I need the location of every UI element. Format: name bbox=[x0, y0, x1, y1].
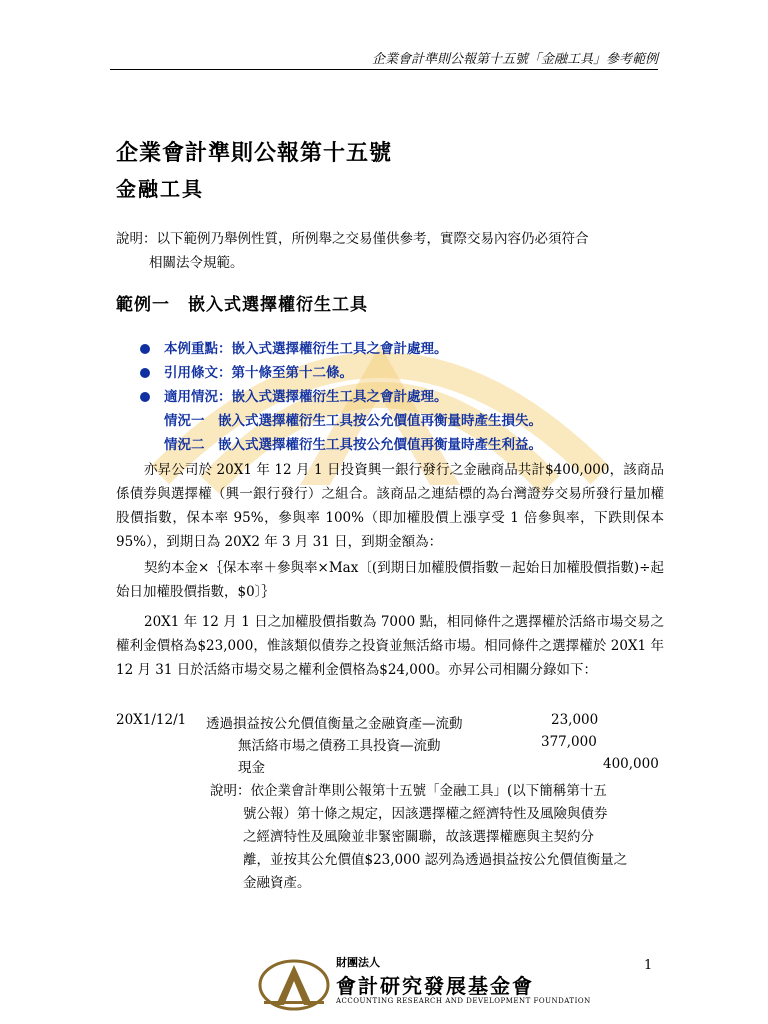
journal-credit: 400,000 bbox=[603, 756, 659, 772]
body-paragraph bbox=[116, 610, 664, 682]
paragraph-text: 亦昇公司於 20X1 年 12 月 1 日投資興一銀行發行之金融商品共計$400,000，該商品係債券與選擇權（興一銀行發行）之組合。該商品之連結標的為台灣證券交易所發行量加權股價指數，保本率 95%，參與率 100%（即加權股價上漲享受 1 倍參與率，下跌則保本 95%），到期日為 20X2 年 3 月 31 日，到期金額為： bbox=[116, 462, 664, 550]
footer-org-type: 財團法人 bbox=[336, 956, 380, 969]
list-item bbox=[140, 337, 542, 361]
journal-entry bbox=[116, 712, 664, 891]
formula-paragraph bbox=[116, 556, 664, 604]
journal-account: 現金 bbox=[238, 760, 265, 776]
journal-note-line: 說明：依企業會計準則公報第十五號「金融工具」(以下簡稱第十五 bbox=[210, 783, 607, 799]
bullet-icon bbox=[140, 344, 150, 354]
running-header: 企業會計準則公報第十五號「金融工具」參考範例 bbox=[371, 52, 658, 67]
paragraph-text: 20X1 年 12 月 1 日之加權股價指數為 7000 點，相同條件之選擇權於活絡市場交易之權利金價格為$23,000，惟該類似債券之投資並無活絡市場。相同條件之選擇權於 20X1 年 12 月 31 日於活絡市場交易之權利金價格為$24,000。亦昇公司相關分錄如下： bbox=[116, 614, 664, 678]
key-points-list bbox=[140, 337, 542, 457]
journal-account: 透過損益按公允價值衡量之金融資產—流動 bbox=[206, 716, 463, 732]
footer-org-name: 會計研究發展基金會 bbox=[336, 974, 534, 998]
journal-date: 20X1/12/1 bbox=[116, 712, 187, 728]
journal-debit: 23,000 bbox=[551, 712, 599, 728]
journal-note-line: 離，並按其公允價值$23,000 認列為透過損益按公允價值衡量之 bbox=[243, 852, 628, 868]
formula-text: 契約本金×｛保本率＋參與率×Max〔(到期日加權股價指數－起始日加權股價指數)÷起始日加權股價指數，$0〕｝ bbox=[116, 560, 664, 600]
bullet-icon bbox=[140, 368, 150, 378]
document-subtitle: 金融工具 bbox=[116, 177, 204, 201]
body-paragraph bbox=[116, 458, 664, 554]
bullet-icon bbox=[140, 392, 150, 402]
case-item: 情況二 嵌入式選擇權衍生工具按公允價值再衡量時產生利益。 bbox=[164, 437, 542, 453]
header-divider bbox=[110, 69, 658, 70]
journal-note-line: 之經濟特性及風險並非緊密關聯，故該選擇權應與主契約分 bbox=[243, 829, 594, 845]
journal-row bbox=[116, 756, 664, 778]
journal-row bbox=[116, 734, 664, 756]
disclaimer-line: 相關法令規範。 bbox=[149, 255, 244, 271]
list-item bbox=[140, 385, 542, 409]
list-item-text: 引用條文：第十條至第十二條。 bbox=[164, 365, 353, 381]
journal-account: 無活絡市場之債務工具投資—流動 bbox=[238, 738, 441, 754]
journal-debit: 377,000 bbox=[541, 734, 597, 750]
journal-note-line: 金融資產。 bbox=[243, 875, 311, 891]
case-item: 情況一 嵌入式選擇權衍生工具按公允價值再衡量時產生損失。 bbox=[164, 413, 542, 429]
journal-note bbox=[210, 780, 664, 895]
list-item-text: 本例重點：嵌入式選擇權衍生工具之會計處理。 bbox=[164, 341, 448, 357]
footer-org-name-en: ACCOUNTING RESEARCH AND DEVELOPMENT FOUNDATION bbox=[336, 997, 591, 1005]
disclaimer-note bbox=[116, 227, 664, 275]
page-number: 1 bbox=[644, 958, 653, 973]
document-title: 企業會計準則公報第十五號 bbox=[116, 140, 393, 166]
list-item-text: 適用情況：嵌入式選擇權衍生工具之會計處理。 bbox=[164, 389, 448, 405]
foundation-logo-icon bbox=[258, 955, 330, 1011]
disclaimer-line: 說明：以下範例乃舉例性質，所例舉之交易僅供參考，實際交易內容仍必須符合 bbox=[116, 231, 589, 247]
list-item bbox=[140, 361, 542, 385]
section-title: 範例一 嵌入式選擇權衍生工具 bbox=[116, 295, 368, 315]
journal-row bbox=[116, 712, 664, 734]
journal-note-line: 號公報）第十條之規定，因該選擇權之經濟特性及風險與債券 bbox=[243, 806, 608, 822]
